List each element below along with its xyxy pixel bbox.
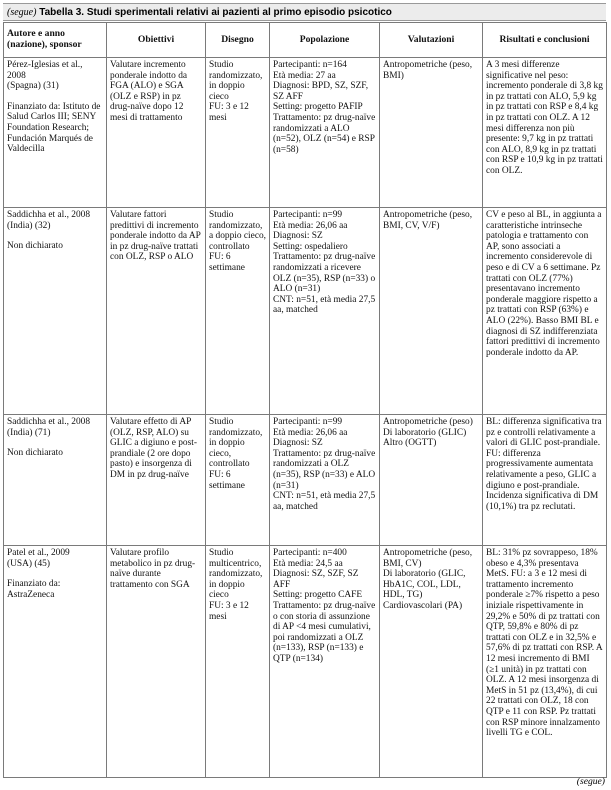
- column-header-objectives: Obiettivi: [107, 23, 206, 58]
- continuation-footer: (segue): [576, 776, 605, 787]
- continuation-label: (segue): [7, 7, 37, 18]
- author-text: Saddichha et al., 2008 (India) (32): [7, 210, 91, 231]
- author-text: Saddichha et al., 2008 (India) (71): [7, 417, 91, 438]
- table-row: [4, 58, 607, 208]
- cell-population: Partecipanti: n=400 Età media: 24,5 aa Diagnosi: SZ, SZF, SZ AFF Setting: progetto CAFE Trattamento: pz drug-naïve o con storia di assunzione di AP <4 mesi cumulativi, poi randomizzati a OLZ (n=133), RSP (n=133) e QTP (n=134): [270, 546, 380, 778]
- table-row: [4, 546, 607, 778]
- cell-population: Partecipanti: n=164 Età media: 27 aa Diagnosi: BPD, SZ, SZF, SZ AFF Setting: progetto PAFIP Trattamento: pz drug-naïve randomizzati a ALO (n=52), OLZ (n=54) e RSP (n=58): [270, 58, 380, 208]
- sponsor-text: Non dichiarato: [7, 448, 63, 459]
- cell-objectives: Valutare fattori predittivi di incremento ponderale indotto da AP in pz drug-naïve trattati con OLZ, RSP o ALO: [107, 208, 206, 415]
- cell-evaluations: Antropometriche (peso, BMI, CV, V/F): [380, 208, 483, 415]
- cell-population: Partecipanti: n=99 Età media: 26,06 aa Diagnosi: SZ Trattamento: pz drug-naïve randomizzati a OLZ (n=35), RSP (n=33) e ALO (n=31) CNT: n=51, età media 27,5 aa, matched: [270, 415, 380, 546]
- studies-table: [3, 22, 607, 778]
- column-header-design: Disegno: [206, 23, 270, 58]
- cell-objectives: Valutare incremento ponderale indotto da FGA (ALO) e SGA (OLZ e RSP) in pz drug-naïve dopo 12 mesi di trattamento: [107, 58, 206, 208]
- table-header-row: [4, 23, 607, 58]
- cell-results: CV e peso al BL, in aggiunta a caratteristiche intrinseche patologia e trattamento con AP, sono associati a incremento considerevole di peso e di CV a 6 settimane. Pz trattati con OLZ (77%) presentavano incremento ponderale maggiore rispetto a pz trattati con RSP (63%) e ALO (22%). Basso BMI BL e diagnosi di SZ indifferenziata fattori predittivi di incremento ponderale indotto da AP.: [483, 208, 607, 415]
- cell-evaluations: Antropometriche (peso) Di laboratorio (GLIC) Altro (OGTT): [380, 415, 483, 546]
- column-header-results: Risultati e conclusioni: [483, 23, 607, 58]
- table-title: Tabella 3. Studi sperimentali relativi ai pazienti al primo episodio psicotico: [39, 7, 392, 18]
- sponsor-text: Non dichiarato: [7, 241, 63, 252]
- cell-author: [4, 546, 107, 778]
- cell-design: Studio randomizzato, a doppio cieco, controllato FU: 6 settimane: [206, 208, 270, 415]
- table-caption: [3, 3, 606, 21]
- sponsor-text: Finanziato da: AstraZeneca: [7, 579, 61, 600]
- cell-evaluations: Antropometriche (peso, BMI, CV) Di laboratorio (GLIC, HbA1C, COL, LDL, HDL, TG) Cardiovascolari (PA): [380, 546, 483, 778]
- cell-results: A 3 mesi differenze significative nel peso: incremento ponderale di 3,8 kg in pz trattati con ALO, 5,9 kg in pz trattati con RSP e 8,4 kg in pz trattati con OLZ. A 12 mesi differenza non più presente: 9,7 kg in pz trattati con ALO, 8,9 kg in pz trattati con RSP e 10,9 kg in pz trattati con OLZ.: [483, 58, 607, 208]
- cell-design: Studio multicentrico, randomizzato, in doppio cieco FU: 3 e 12 mesi: [206, 546, 270, 778]
- sponsor-text: Finanziato da: Istituto de Salud Carlos III; SENY Foundation Research; Fundación Marqués de Valdecilla: [7, 101, 101, 155]
- table-row: [4, 415, 607, 546]
- cell-design: Studio randomizzato, in doppio cieco, controllato FU: 6 settimane: [206, 415, 270, 546]
- column-header-evaluations: Valutazioni: [380, 23, 483, 58]
- cell-objectives: Valutare effetto di AP (OLZ, RSP, ALO) su GLIC a digiuno e post-prandiale (2 ore dopo pasto) e insorgenza di DM in pz drug-naïve: [107, 415, 206, 546]
- cell-results: BL: 31% pz sovrappeso, 18% obeso e 4,3% presentava MetS. FU: a 3 e 12 mesi di trattamento incremento ponderale ≥7% rispetto a peso iniziale rispettivamente in 29,2% e 50% di pz trattati con QTP, 59,8% e 80% di pz trattati con OLZ e in 32,5% e 57,6% di pz trattati con RSP. A 12 mesi incremento di BMI (≥1 unità) in pz trattati con OLZ. A 12 mesi insorgenza di MetS in 51 pz (13,4%), di cui 22 trattati con OLZ, 18 con QTP e 11 con RSP. Pz trattati con RSP minore innalzamento livelli TG e COL.: [483, 546, 607, 778]
- author-text: Pérez-Iglesias et al., 2008 (Spagna) (31): [7, 60, 83, 92]
- cell-author: [4, 58, 107, 208]
- author-text: Patel et al., 2009 (USA) (45): [7, 548, 70, 569]
- cell-results: BL: differenza significativa tra pz e controlli relativamente a valori di GLIC post-prandiale. FU: differenza progressivamente aumentata relativamente a peso, GLIC a digiuno e post-prandiale. Incidenza significativa di DM (10,1%) tra pz reclutati.: [483, 415, 607, 546]
- cell-objectives: Valutare profilo metabolico in pz drug-naïve durante trattamento con SGA: [107, 546, 206, 778]
- cell-author: [4, 415, 107, 546]
- cell-evaluations: Antropometriche (peso, BMI): [380, 58, 483, 208]
- cell-author: [4, 208, 107, 415]
- table-row: [4, 208, 607, 415]
- column-header-author: Autore e anno (nazione), sponsor: [4, 23, 107, 58]
- cell-design: Studio randomizzato, in doppio cieco FU: 3 e 12 mesi: [206, 58, 270, 208]
- column-header-population: Popolazione: [270, 23, 380, 58]
- cell-population: Partecipanti: n=99 Età media: 26,06 aa Diagnosi: SZ Setting: ospedaliero Trattamento: pz drug-naïve randomizzati a ricevere OLZ (n=35), RSP (n=33) o ALO (n=31) CNT: n=51, età media 27,5 aa, matched: [270, 208, 380, 415]
